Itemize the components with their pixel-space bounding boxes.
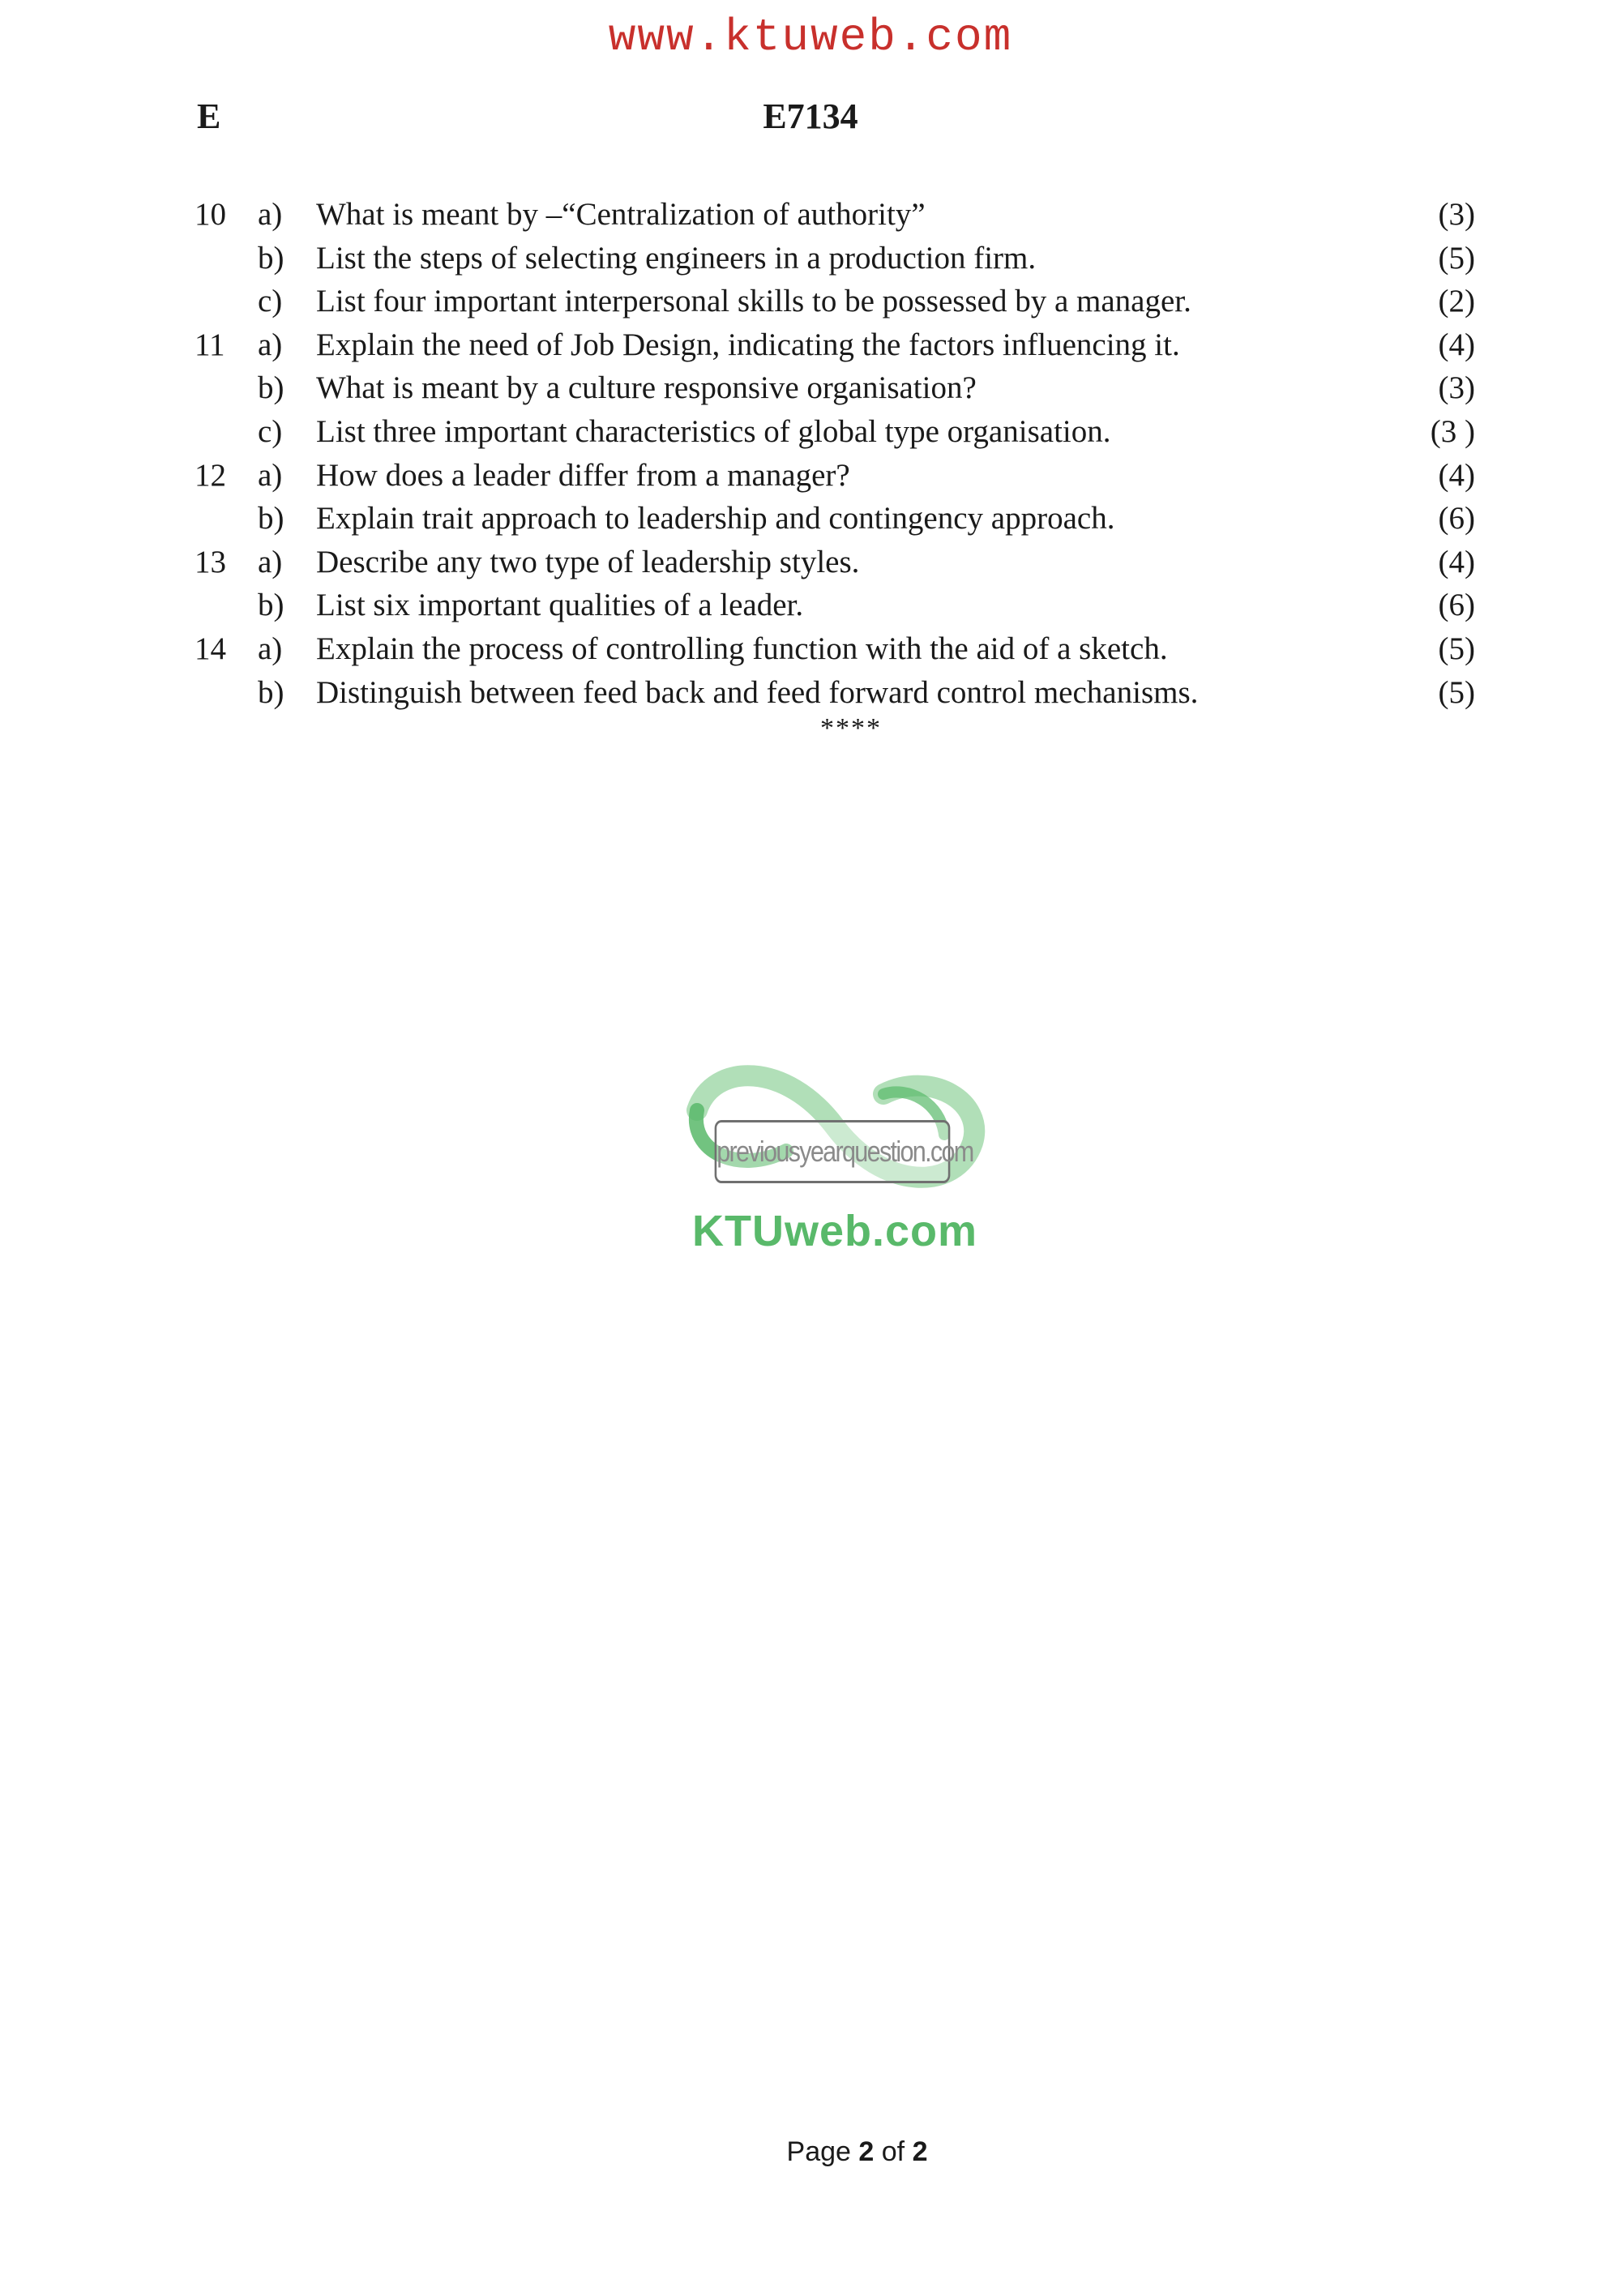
question-part: a) (258, 544, 283, 579)
site-url-header: www.ktuweb.com (608, 11, 1013, 63)
question-marks: (6) (1438, 588, 1475, 623)
question-text: Distinguish between feed back and feed forward control mechanisms. (316, 674, 1199, 710)
question-row (195, 541, 1475, 584)
question-text: How does a leader differ from a manager? (316, 457, 850, 493)
question-row (195, 366, 1475, 410)
question-marks: (6) (1438, 501, 1475, 537)
question-number: 12 (195, 457, 226, 493)
question-text: Describe any two type of leadership styles. (316, 544, 860, 579)
question-number: 11 (195, 327, 225, 362)
set-letter: E (197, 96, 221, 136)
current-page: 2 (858, 2136, 875, 2167)
question-marks: (3) (1438, 370, 1475, 406)
question-marks: (4) (1438, 457, 1475, 493)
question-text: What is meant by –“Centralization of authority” (316, 197, 926, 232)
question-marks: (3 ) (1430, 413, 1475, 449)
question-part: a) (258, 197, 283, 232)
question-row (195, 237, 1475, 280)
question-text: List four important interpersonal skills to be possessed by a manager. (316, 284, 1191, 319)
question-part: a) (258, 327, 283, 362)
watermark-badge: previousyearquestion.com (715, 1120, 951, 1183)
question-text: List three important characteristics of global type organisation. (316, 413, 1111, 449)
question-row (195, 627, 1475, 671)
question-part: a) (258, 457, 283, 493)
of-word: of (881, 2136, 905, 2167)
question-row (195, 280, 1475, 323)
question-part: b) (258, 674, 284, 710)
question-row (195, 584, 1475, 627)
question-number: 14 (195, 631, 226, 666)
question-text: List six important qualities of a leader. (316, 588, 804, 623)
question-text: Explain the process of controlling function with the aid of a sketch. (316, 631, 1168, 666)
watermark-brand: KTUweb.com (691, 1207, 978, 1255)
question-part: a) (258, 631, 283, 666)
question-part: b) (258, 240, 284, 276)
question-text: Explain the need of Job Design, indicating the factors influencing it. (316, 327, 1180, 362)
question-number: 10 (195, 197, 226, 232)
question-marks: (5) (1438, 631, 1475, 666)
question-list (195, 193, 1475, 714)
question-marks: (2) (1438, 284, 1475, 319)
question-marks: (5) (1438, 240, 1475, 276)
question-marks: (3) (1438, 197, 1475, 232)
question-marks: (4) (1438, 327, 1475, 362)
watermark-logo (665, 1054, 1005, 1255)
question-row (195, 410, 1475, 454)
question-marks: (4) (1438, 544, 1475, 579)
question-part: c) (258, 284, 283, 319)
question-part: b) (258, 588, 284, 623)
question-part: c) (258, 413, 283, 449)
question-row (195, 454, 1475, 498)
question-row (195, 671, 1475, 715)
question-part: b) (258, 370, 284, 406)
question-number: 13 (195, 544, 226, 579)
page-number-footer (0, 2136, 1621, 2168)
paper-code: E7134 (763, 96, 858, 136)
question-part: b) (258, 501, 284, 537)
question-row (195, 193, 1475, 237)
page-word: Page (786, 2136, 851, 2167)
question-row (195, 323, 1475, 367)
question-text: What is meant by a culture responsive organisation? (316, 370, 977, 406)
total-pages: 2 (912, 2136, 928, 2167)
question-marks: (5) (1438, 674, 1475, 710)
question-row (195, 497, 1475, 541)
end-of-paper-mark: **** (820, 713, 882, 743)
question-text: List the steps of selecting engineers in a production firm. (316, 240, 1037, 276)
question-text: Explain trait approach to leadership and contingency approach. (316, 501, 1115, 537)
